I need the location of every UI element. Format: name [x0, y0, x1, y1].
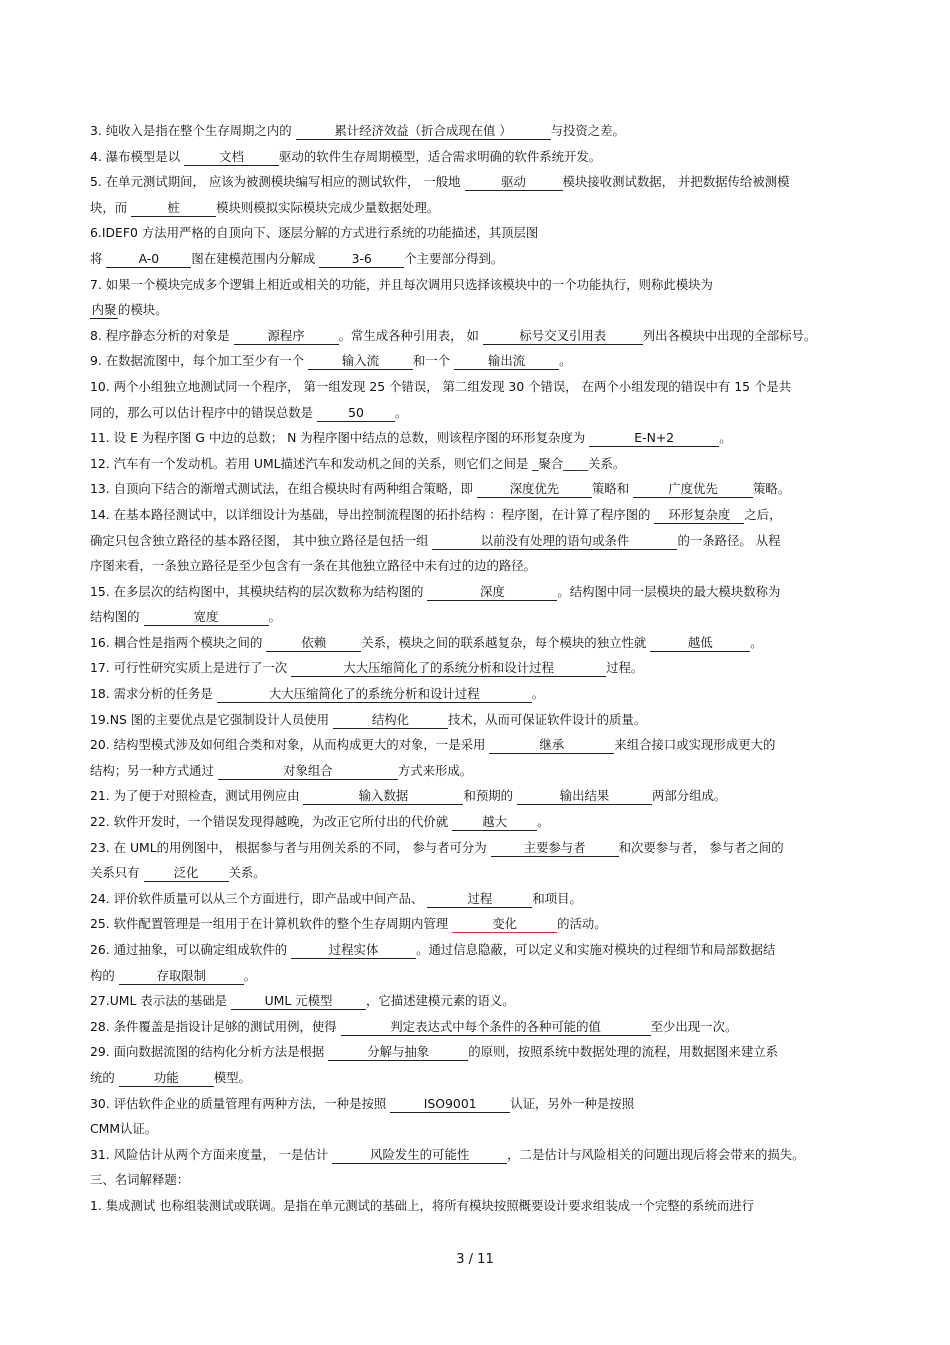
line-text: 12. 汽车有一个发动机。若用 UML描述汽车和发动机之间的关系，则它们之间是 _聚合____关系。: [90, 455, 626, 471]
answer-blank: 50: [317, 405, 395, 422]
line-text: 的原则，按照系统中数据处理的流程，用数据图来建立系: [468, 1044, 778, 1060]
line-text: 5. 在单元测试期间， 应该为被测模块编写相应的测试软件， 一般地: [90, 174, 465, 190]
answer-blank: 输出流: [454, 353, 559, 370]
text-line: [90, 451, 860, 477]
answer-blank: 驱动: [465, 174, 563, 191]
line-text: 27.UML 表示法的基础是: [90, 993, 231, 1009]
line-text: 。: [243, 967, 257, 983]
text-line: [90, 630, 860, 656]
line-text: 来组合接口或实现形成更大的: [614, 737, 776, 753]
line-text: 31. 风险估计从两个方面来度量， 一是估计: [90, 1146, 333, 1162]
line-text: 11. 设 E 为程序图 G 中边的总数； N 为程序图中结点的总数，则该程序图的环形复杂度为: [90, 430, 590, 446]
line-text: 7. 如果一个模块完成多个逻辑上相近或相关的功能，并且每次调用只选择该模块中的一个功能执行，则称此模块为: [90, 276, 713, 292]
text-line: [90, 732, 860, 758]
line-text: 的一条路径。 从程: [677, 532, 781, 548]
text-line: [90, 553, 860, 579]
line-text: 三、名词解释题：: [90, 1172, 190, 1188]
line-text: 关系。: [228, 865, 266, 881]
line-text: 两部分组成。: [651, 788, 727, 804]
text-line: [90, 195, 860, 221]
text-line: [90, 579, 860, 605]
line-text: 与投资之差。: [550, 123, 625, 138]
answer-blank: 深度: [427, 584, 557, 601]
text-line: [90, 323, 860, 349]
line-text: 23. 在 UML的用例图中， 根据参与者与用例关系的不同， 参与者可分为: [90, 839, 491, 855]
line-text: 9. 在数据流图中，每个加工至少有一个: [90, 353, 308, 369]
line-text: 15. 在多层次的结构图中，其模块结构的层次数称为结构图的: [90, 583, 428, 599]
text-line: [90, 604, 860, 630]
answer-blank: 桩: [131, 200, 216, 217]
text-line: [90, 758, 860, 784]
text-line: [90, 220, 860, 246]
line-text: 列出各模块中出现的全部标号。: [642, 327, 817, 343]
line-text: 。常生成各种引用表， 如: [338, 327, 483, 343]
line-text: 4. 瀑布模型是以: [90, 148, 185, 164]
text-line: [90, 681, 860, 707]
line-text: 25. 软件配置管理是一组用于在计算机软件的整个生存周期内管理: [90, 916, 453, 932]
text-line: [90, 1193, 860, 1219]
answer-blank: 文档: [184, 149, 279, 166]
line-text: 策略和: [591, 481, 634, 497]
answer-blank: 环形复杂度: [654, 507, 744, 524]
answer-blank: 泛化: [144, 865, 229, 882]
text-line: [90, 528, 860, 554]
line-text: 。通过信息隐蔽，可以定义和实施对模块的过程细节和局部数据结: [416, 942, 776, 957]
line-text: 18. 需求分析的任务是: [90, 686, 217, 702]
page-number: 3 / 11: [456, 1252, 494, 1267]
answer-blank: 过程实体: [291, 942, 416, 959]
text-line: [90, 911, 860, 937]
line-text: 6.IDEF0 方法用严格的自顶向下、逐层分解的方式进行系统的功能描述，其顶层图: [90, 225, 539, 241]
answer-blank: 内聚: [91, 302, 117, 318]
answer-blank: ISO9001: [390, 1096, 510, 1113]
line-text: 块，而: [90, 199, 132, 215]
answer-blank: 越大: [452, 814, 537, 831]
text-line: [90, 809, 860, 835]
line-text: 29. 面向数据流图的结构化分析方法是根据: [90, 1044, 329, 1060]
line-text: 关系只有: [90, 865, 144, 881]
text-line: [90, 272, 860, 298]
answer-blank: 输入数据: [303, 788, 463, 805]
answer-blank: 标号交叉引用表: [483, 328, 643, 345]
answer-blank: 分解与抽象: [328, 1044, 468, 1061]
line-text: 将: [90, 250, 107, 266]
line-text: 和项目。: [532, 890, 582, 906]
line-text: 26. 通过抽象，可以确定组成软件的: [90, 942, 292, 957]
line-text: 之后，: [744, 506, 782, 522]
answer-blank: 以前没有处理的语句或条件: [432, 533, 677, 550]
text-line: [90, 425, 860, 451]
document-body: [90, 118, 860, 1219]
text-line: [90, 1091, 860, 1117]
answer-blank: 主要参与者: [491, 840, 619, 857]
line-text: 关系，模块之间的联系越复杂，每个模块的独立性就: [361, 634, 651, 650]
text-line: [90, 963, 860, 989]
line-text: 30. 评估软件企业的质量管理有两种方法，一种是按照: [90, 1095, 391, 1111]
text-line: [90, 502, 860, 528]
line-text: 。: [537, 814, 550, 830]
line-text: 构的: [90, 967, 119, 983]
answer-blank: 存取限制: [119, 968, 244, 985]
answer-blank: 累计经济效益（折合成现在值 ）: [296, 123, 551, 140]
line-text: 的活动。: [557, 916, 607, 932]
answer-blank: 越低: [650, 635, 750, 652]
line-text: 驱动的软件生存周期模型，适合需求明确的软件系统开发。: [279, 148, 602, 164]
text-line: [90, 1065, 860, 1091]
answer-blank: 大大压缩简化了的系统分析和设计过程: [291, 660, 606, 677]
answer-blank: 对象组合: [218, 763, 398, 780]
line-text: 结构；另一种方式通过: [90, 762, 218, 778]
line-text: 。: [531, 686, 545, 702]
text-line: [90, 835, 860, 861]
line-text: 的模块。: [118, 302, 168, 318]
line-text: 图在建模范围内分解成: [191, 250, 320, 266]
line-text: 至少出现一次。: [650, 1018, 738, 1034]
line-text: 同的，那么可以估计程序中的错误总数是: [90, 404, 317, 420]
answer-blank: 继承: [489, 737, 614, 754]
line-text: 10. 两个小组独立地测试同一个程序， 第一组发现 25 个错误， 第二组发现 30 个错误， 在两个小组发现的错误中有 15 个是共: [90, 378, 792, 394]
answer-blank: 依赖: [266, 635, 361, 652]
answer-blank: 深度优先: [477, 481, 592, 498]
line-text: 21. 为了便于对照检查，测试用例应由: [90, 788, 304, 804]
text-line: [90, 860, 860, 886]
line-text: 。: [394, 404, 408, 420]
text-line: [90, 118, 860, 144]
answer-blank: 宽度: [144, 609, 269, 626]
text-line: [90, 1014, 860, 1040]
line-text: 。: [268, 609, 281, 625]
line-text: 统的: [90, 1069, 119, 1085]
line-text: 28. 条件覆盖是指设计足够的测试用例，使得: [90, 1018, 341, 1034]
text-line: [90, 988, 860, 1014]
text-line: [90, 348, 860, 374]
line-text: 结构图的: [90, 609, 144, 625]
text-line: [90, 144, 860, 170]
answer-blank: 大大压缩简化了的系统分析和设计过程: [217, 686, 532, 703]
line-text: 13. 自顶向下结合的渐增式测试法，在组合模块时有两种组合策略，即: [90, 481, 477, 497]
answer-blank: 输入流: [308, 353, 413, 370]
line-text: CMM认证。: [90, 1121, 158, 1137]
text-line: [90, 246, 860, 272]
line-text: 16. 耦合性是指两个模块之间的: [90, 634, 267, 650]
line-text: 过程。: [606, 660, 644, 676]
text-line: [90, 655, 860, 681]
text-line: [90, 1167, 860, 1193]
text-line: [90, 374, 860, 400]
line-text: ，它描述建模元素的语义。: [365, 993, 515, 1009]
line-text: 。: [750, 634, 763, 650]
answer-blank: 广度优先: [633, 481, 753, 498]
line-text: 方式来形成。: [397, 762, 473, 778]
line-text: 22. 软件开发时，一个错误发现得越晚，为改正它所付出的代价就: [90, 814, 453, 830]
text-line: [90, 400, 860, 426]
line-text: 序图来看，一条独立路径是至少包含有一条在其他独立路径中未有过的边的路径。: [90, 558, 537, 574]
text-line: [90, 1039, 860, 1065]
line-text: ，二是估计与风险相关的问题出现后将会带来的损失。: [507, 1146, 805, 1162]
line-text: 模型。: [213, 1069, 251, 1085]
line-text: 和次要参与者， 参与者之间的: [618, 839, 784, 855]
answer-blank: 源程序: [234, 328, 339, 345]
answer-blank: 风险发生的可能性: [332, 1147, 507, 1164]
line-text: 认证，另外一种是按照: [510, 1095, 635, 1111]
answer-blank: UML 元模型: [231, 993, 366, 1010]
answer-blank: A-0: [106, 251, 191, 268]
line-text: 个主要部分得到。: [404, 250, 504, 266]
answer-blank: 变化: [452, 916, 557, 933]
answer-blank: 功能: [119, 1070, 214, 1087]
answer-blank: E-N+2: [589, 430, 719, 447]
line-text: 8. 程序静态分析的对象是: [90, 327, 234, 343]
text-line: [90, 783, 860, 809]
text-line: [90, 169, 860, 195]
line-text: 。: [559, 353, 572, 369]
line-text: 确定只包含独立路径的基本路径图， 其中独立路径是包括一组: [90, 532, 433, 548]
line-text: 17. 可行性研究实质上是进行了一次: [90, 660, 292, 676]
text-line: [90, 1116, 860, 1142]
text-line: [90, 886, 860, 912]
line-text: 20. 结构型模式涉及如何组合类和对象，从而构成更大的对象，一是采用: [90, 737, 490, 753]
line-text: 。: [719, 430, 732, 446]
answer-blank: 3-6: [319, 251, 404, 268]
answer-blank: 输出结果: [517, 788, 652, 805]
text-line: [90, 937, 860, 963]
line-text: 模块则模拟实际模块完成少量数据处理。: [216, 199, 440, 215]
answer-blank: 过程: [427, 891, 532, 908]
text-line: [90, 297, 860, 323]
text-line: [90, 1142, 860, 1168]
line-text: 和一个: [412, 353, 455, 369]
line-text: 技术，从而可保证软件设计的质量。: [447, 711, 647, 727]
text-line: [90, 707, 860, 733]
text-line: [90, 476, 860, 502]
line-text: 19.NS 图的主要优点是它强制设计人员使用: [90, 711, 333, 727]
line-text: 模块接收测试数据， 并把数据传给被测模: [562, 174, 790, 190]
line-text: 策略。: [753, 481, 791, 497]
line-text: 1. 集成测试 也称组装测试或联调。是指在单元测试的基础上，将所有模块按照概要设计要求组装成一个完整的系统而进行: [90, 1197, 755, 1213]
line-text: 。结构图中同一层模块的最大模块数称为: [557, 583, 781, 599]
line-text: 和预期的: [463, 788, 517, 804]
line-text: 14. 在基本路径测试中，以详细设计为基础，导出控制流程图的拓扑结构 ：程序图，在计算了程序图的: [90, 506, 655, 522]
answer-blank: 结构化: [333, 712, 448, 729]
line-text: 3. 纯收入是指在整个生存周期之内的: [90, 123, 296, 138]
answer-blank: 判定表达式中每个条件的各种可能的值: [341, 1019, 651, 1036]
line-text: 24. 评价软件质量可以从三个方面进行，即产品或中间产品、: [90, 890, 428, 906]
